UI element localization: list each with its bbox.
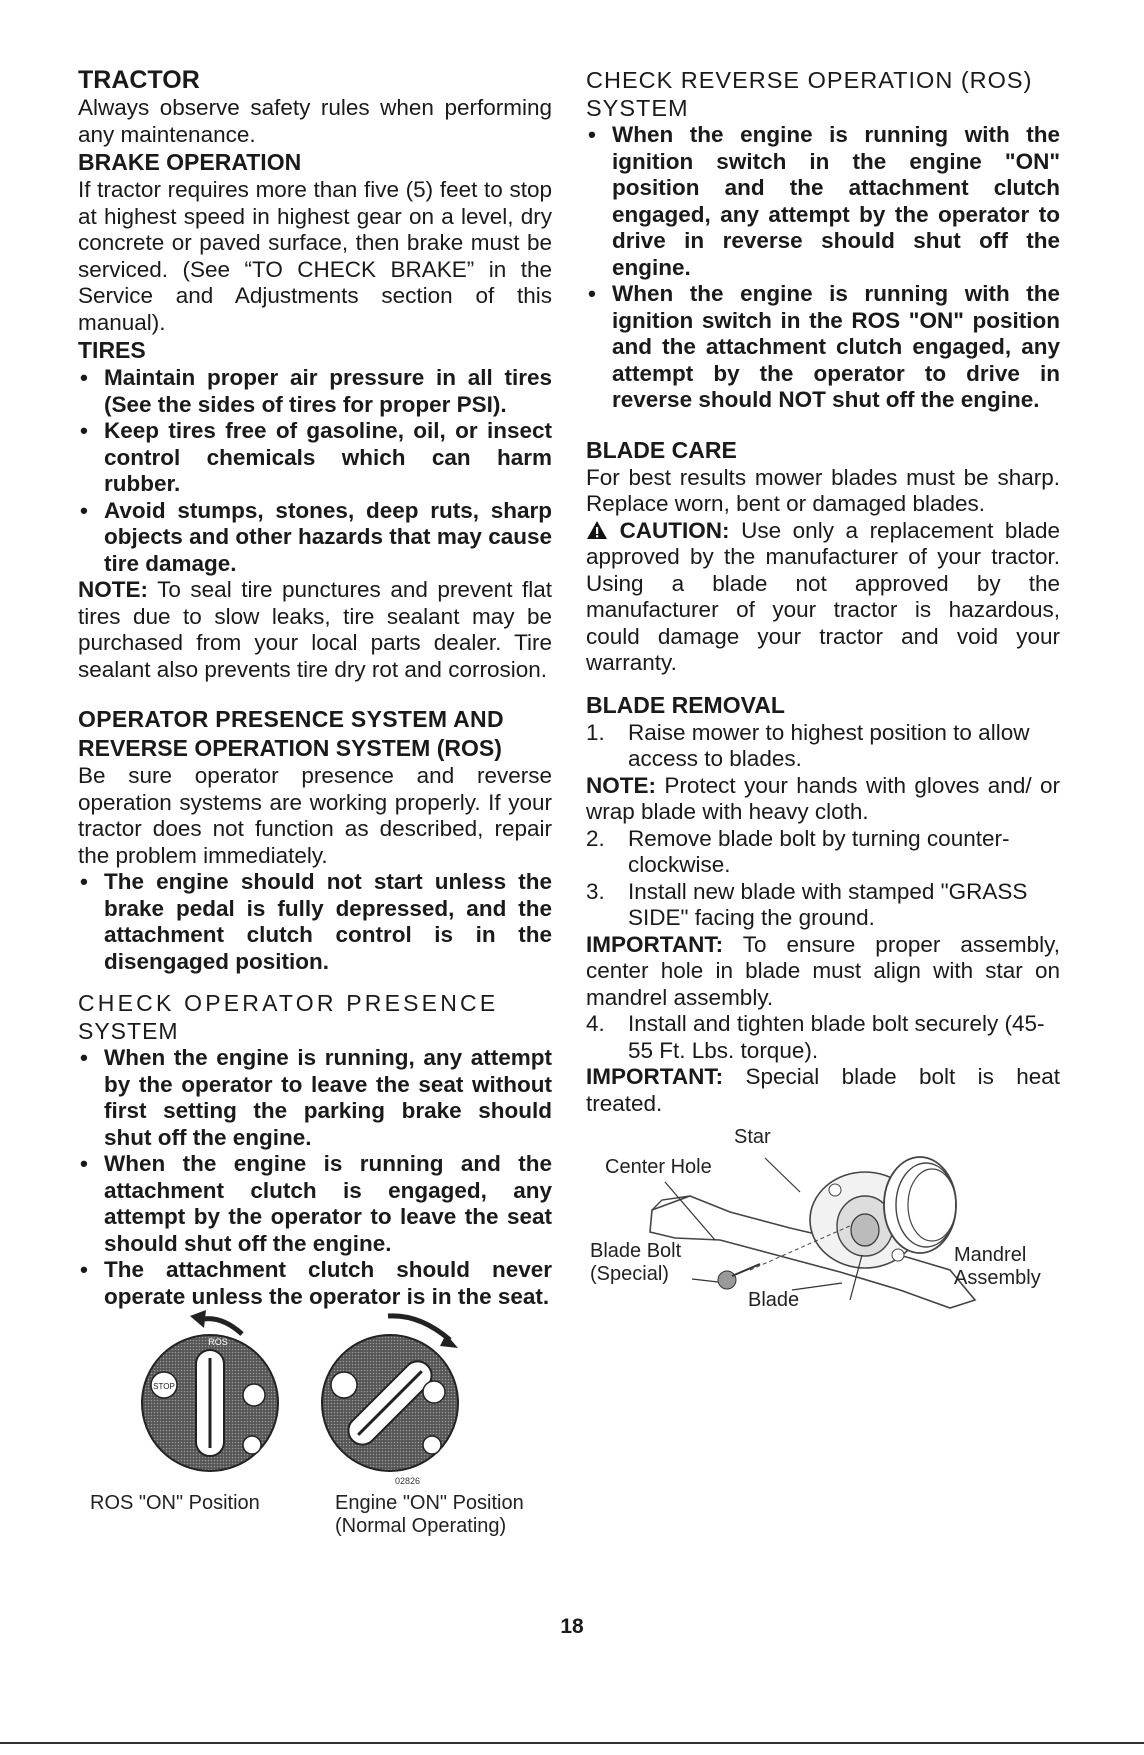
check-ops-heading-line2: SYSTEM <box>78 1018 179 1044</box>
blade-care-text: For best results mower blades must be sharp. Replace worn, bent or damaged blades. <box>586 464 1060 516</box>
tires-bullet: • Keep tires free of gasoline, oil, or insect control chemicals which can harm rubber. <box>78 418 552 498</box>
tractor-heading: TRACTOR <box>78 66 200 94</box>
blade-removal-steps-a <box>586 720 1060 773</box>
bottom-rule <box>0 1742 1144 1744</box>
check-ops-bullet: • When the engine is running and the attachment clutch is engaged, any attempt by the operator to leave the seat should shut off the engine. <box>78 1151 552 1257</box>
check-ros-list <box>586 122 1060 414</box>
star-label: Star <box>734 1126 771 1148</box>
check-ros-bullet: • When the engine is running with the ignition switch in the engine "ON" position and the attachment clutch engaged, any attempt by the operator to drive in reverse should shut off the engine. <box>586 122 1060 281</box>
check-ops-bullet: • When the engine is running, any attempt by the operator to leave the seat without first setting the parking brake should shut off the engine. <box>78 1045 552 1151</box>
engine-on-caption: Engine "ON" Position <box>335 1492 524 1514</box>
ignition-switch-illustration <box>120 1300 560 1490</box>
note-label: NOTE: <box>586 772 656 798</box>
tires-bullet: • Maintain proper air pressure in all tires (See the sides of tires for proper PSI). <box>78 365 552 418</box>
center-hole-label: Center Hole <box>605 1156 712 1178</box>
important-label: IMPORTANT: <box>586 1064 724 1089</box>
blade-figure <box>580 1126 1080 1345</box>
caution-label: CAUTION: <box>619 517 730 543</box>
note-text: Protect your hands with gloves and/ or wrap blade with heavy cloth. <box>586 772 1060 824</box>
brake-operation-heading: BRAKE OPERATION <box>78 149 302 175</box>
blade-bolt-label: Blade Bolt <box>590 1240 682 1262</box>
figure-code: 02826 <box>395 1476 421 1486</box>
check-ops-heading-line1: CHECK OPERATOR PRESENCE <box>78 990 499 1016</box>
ros-on-switch <box>142 1310 278 1471</box>
step-2: 2. Remove blade bolt by turning counter-clockwise. <box>586 825 1010 877</box>
important-1 <box>586 932 1060 1012</box>
blade-label: Blade <box>748 1289 800 1311</box>
check-ros-heading-line2: SYSTEM <box>586 95 689 121</box>
mandrel-label: Mandrel <box>954 1244 1027 1266</box>
right-column <box>586 66 1060 1117</box>
blade-removal-steps-c <box>586 1011 1060 1064</box>
caution-paragraph <box>586 518 1060 677</box>
ops-list <box>78 869 552 975</box>
note-text: To seal tire punctures and prevent flat tires due to slow leaks, tire sealant may be purchased from your local parts dealer. Tire sealant also prevents tire dry rot and corrosion. <box>78 577 552 682</box>
check-ros-heading-line1: CHECK REVERSE OPERATION (ROS) <box>586 67 1033 93</box>
important-text: To ensure proper assembly, center hole in blade must align with star on mandrel assembly. <box>586 931 1060 1010</box>
ros-label: ROS <box>208 1337 228 1347</box>
ops-bullet: • The engine should not start unless the brake pedal is fully depressed, and the attachment clutch control is in the disengaged position. <box>78 869 552 975</box>
blade-removal-steps-b <box>586 826 1060 932</box>
stop-label: STOP <box>153 1382 175 1391</box>
ignition-figure <box>90 1300 560 1537</box>
important-2 <box>586 1064 1060 1117</box>
warning-triangle-icon <box>586 520 608 540</box>
tractor-intro: Always observe safety rules when performing any maintenance. <box>78 95 552 147</box>
tires-list <box>78 365 552 577</box>
engine-on-switch <box>322 1316 458 1486</box>
step-1: 1. Raise mower to highest position to allow access to blades. <box>586 719 1030 771</box>
check-ops-bullet: • The attachment clutch should never operate unless the operator is in the seat. <box>78 1257 552 1310</box>
important-label: IMPORTANT: <box>586 931 724 957</box>
note-label: NOTE: <box>78 577 148 602</box>
check-ops-list <box>78 1045 552 1310</box>
brake-operation-text: If tractor requires more than five (5) feet to stop at highest speed in highest gear on a level, dry concrete or paved surface, then brake must be serviced. (See “TO CHECK BRAKE” in the Service and Adjustments section of this manual). <box>78 177 552 335</box>
ros-on-caption: ROS "ON" Position <box>90 1492 260 1514</box>
assembly-label: Assembly <box>954 1267 1041 1289</box>
blade-removal-heading: BLADE REMOVAL <box>586 691 785 718</box>
step-4: 4. Install and tighten blade bolt securely (45-55 Ft. Lbs. torque). <box>586 1011 1045 1063</box>
ops-heading-line1: OPERATOR PRESENCE SYSTEM AND <box>78 706 504 732</box>
engine-on-caption-2: (Normal Operating) <box>335 1515 507 1537</box>
important-text: Special blade bolt is heat treated. <box>586 1064 1060 1116</box>
ops-text: Be sure operator presence and reverse operation systems are working properly. If your tractor does not function as described, repair the problem immediately. <box>78 763 552 868</box>
step-3: 3. Install new blade with stamped "GRASS SIDE" facing the ground. <box>586 878 1028 930</box>
caution-text: Use only a replacement blade approved by the manufacturer of your tractor. Using a blade not approved by the manufacturer of your tractor is hazardous, could damage your tractor and void your warranty. <box>586 517 1060 675</box>
page-number: 18 <box>560 1615 584 1638</box>
left-column <box>78 66 552 1310</box>
tires-note <box>78 577 552 683</box>
check-ros-bullet: • When the engine is running with the ignition switch in the ROS "ON" position and the attachment clutch engaged, any attempt by the operator to drive in reverse should NOT shut off the engine. <box>586 281 1060 414</box>
ops-heading-line2: REVERSE OPERATION SYSTEM (ROS) <box>78 735 502 761</box>
removal-note <box>586 773 1060 826</box>
blade-care-heading: BLADE CARE <box>586 436 737 463</box>
tires-bullet: • Avoid stumps, stones, deep ruts, sharp objects and other hazards that may cause tire damage. <box>78 498 552 578</box>
blade-bolt-special-label: (Special) <box>590 1263 669 1285</box>
tires-heading: TIRES <box>78 337 146 363</box>
